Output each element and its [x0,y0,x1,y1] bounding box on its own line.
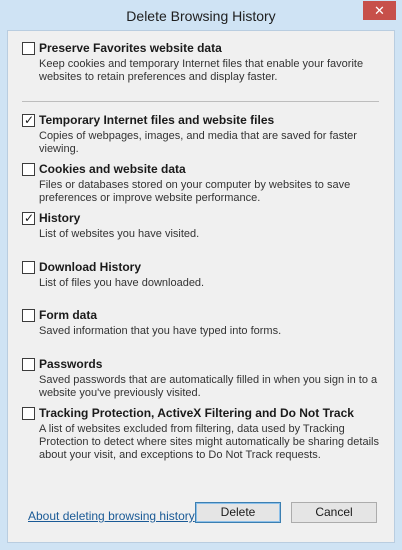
download-history-description: List of files you have downloaded. [39,277,205,289]
check-icon: ✓ [24,211,35,225]
temporary-internet-files-description: Copies of webpages, images, and media that are saved for faster viewing. [39,130,357,155]
history-description: List of websites you have visited. [39,228,200,240]
cookies-label: Cookies and website data [39,162,186,176]
preserve-favorites-checkbox[interactable] [22,42,35,55]
passwords-checkbox[interactable] [22,358,35,371]
dialog-title: Delete Browsing History [126,8,276,24]
option-tracking-protection[interactable] [22,406,382,462]
about-deleting-history-link[interactable]: About deleting browsing history [28,509,195,523]
delete-button[interactable]: Delete [195,502,281,523]
option-history[interactable] [22,211,382,241]
option-preserve-favorites[interactable] [22,41,382,84]
cancel-button[interactable]: Cancel [291,502,377,523]
cookies-checkbox[interactable] [22,163,35,176]
download-history-label: Download History [39,260,142,274]
history-label: History [39,211,81,225]
cookies-description: Files or databases stored on your computer by websites to save preferences or improve website performance. [39,179,351,204]
separator [22,101,379,102]
option-cookies[interactable] [22,162,382,205]
option-temporary-internet-files[interactable] [22,113,382,156]
form-data-checkbox[interactable] [22,309,35,322]
close-icon: ✕ [374,3,385,18]
option-download-history[interactable] [22,260,382,290]
download-history-checkbox[interactable] [22,261,35,274]
preserve-favorites-label: Preserve Favorites website data [39,41,222,55]
temporary-internet-files-label: Temporary Internet files and website files [39,113,275,127]
passwords-description: Saved passwords that are automatically filled in when you sign in to a website you've previously visited. [39,374,378,399]
tracking-protection-label: Tracking Protection, ActiveX Filtering and Do Not Track [39,406,354,420]
option-form-data[interactable] [22,308,382,338]
option-passwords[interactable] [22,357,382,400]
history-checkbox[interactable] [22,212,35,225]
check-icon: ✓ [24,113,35,127]
dialog-content [7,30,395,543]
tracking-protection-checkbox[interactable] [22,407,35,420]
temporary-internet-files-checkbox[interactable] [22,114,35,127]
form-data-description: Saved information that you have typed into forms. [39,325,282,337]
tracking-protection-description: A list of websites excluded from filtering, data used by Tracking Protection to detect where sites might automatically be sharing details about your visit, and exceptions to Do Not Track requests. [39,423,379,461]
title-bar [0,0,402,30]
close-button[interactable] [363,1,396,20]
preserve-favorites-description: Keep cookies and temporary Internet files that enable your favorite websites to retain preferences and display faster. [39,58,364,83]
form-data-label: Form data [39,308,98,322]
passwords-label: Passwords [39,357,103,371]
